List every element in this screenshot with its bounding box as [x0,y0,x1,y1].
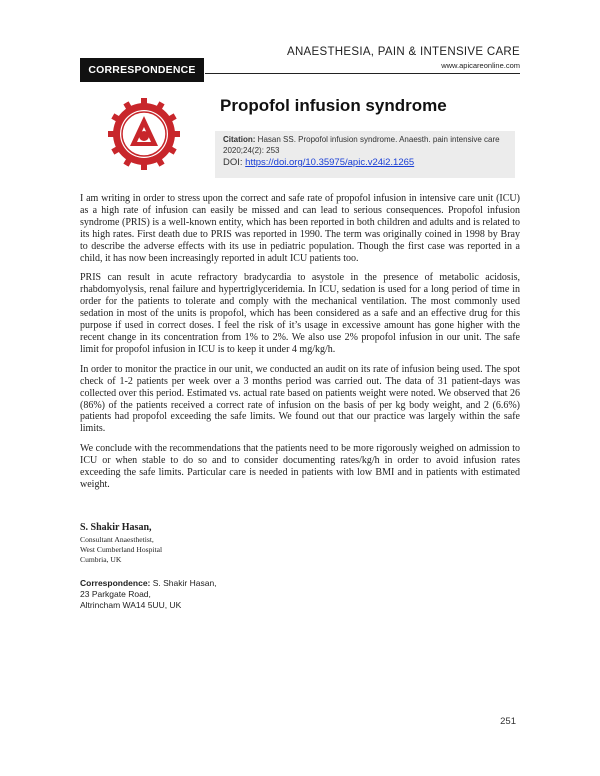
article-title: Propofol infusion syndrome [220,96,447,115]
author-block [80,522,380,565]
section-banner: CORRESPONDENCE [80,58,204,82]
journal-name: ANAESTHESIA, PAIN & INTENSIVE CARE [286,46,520,58]
page-number: 251 [500,716,516,727]
correspondence-address-1: 23 Parkgate Road, [80,589,151,599]
citation-label: Citation: [223,135,256,144]
header-divider [205,73,520,74]
correspondence-address-2: Altrincham WA14 5UU, UK [80,600,182,610]
author-affiliation-3: Cumbria, UK [80,555,122,564]
author-name: S. Shakir Hasan, [80,522,152,533]
correspondence-name: S. Shakir Hasan, [152,578,217,588]
citation-line [223,134,507,156]
doi-link[interactable]: https://doi.org/10.35975/apic.v24i2.1265 [245,157,415,168]
author-affiliation-2: West Cumberland Hospital [80,545,163,554]
body-paragraph-4: We conclude with the recommendations that the patients need to be more rigorously weighed on admission to ICU or when stable to do so and to consider documenting rates/kg/h in order to avoid infusion rates exceeding the safe limits. Particular care is needed in patients with low BMI and in patients with estimated weight. [80,443,520,490]
body-paragraph-1: I am writing in order to stress upon the correct and safe rate of propofol infusion in intensive care unit (ICU) as a high rate of infusion can easily be missed and can lead to serious consequences. Propofol infusion syndrome (PRIS) is a well-known entity, which has been reported in both children and adults and is related to its high rates. First death due to PRIS was reported in 1990. The term was originally coined in 1998 by Bray to describe the adverse effects with its use in pediatric population. Though the first case was reported in a child, it has now been increasingly reported in adult ICU patients too. [80,193,520,264]
citation-box [215,131,515,178]
journal-url[interactable]: www.apicareonline.com [441,61,520,70]
body-paragraph-2: PRIS can result in acute refractory bradycardia to asystole in the presence of metabolic acidosis, rhabdomyolysis, renal failure and hypertriglyceridemia. In ICU, sedation is used for a long period of time in order for the patients to tolerate and comply with the mechanical ventilation. The most commonly used sedation in most of the units is propofol, which has been considered as a safe and an effective drug for this purpose if used in correct doses. I feel the risk of it’s usage in excessive amount has gone higher with the recent change in its concentration from 1% to 2%. We also use 2% propofol infusion in our unit. The safe limit for propofol infusion in ICU is to keep it under 4 mg/kg/h. [80,272,520,355]
correspondence-line [80,578,217,589]
citation-text: Hasan SS. Propofol infusion syndrome. Anaesth. pain intensive care 2020;24(2): 253 [223,135,500,155]
correspondence-block [80,578,217,611]
article-body [80,193,520,499]
body-paragraph-3: In order to monitor the practice in our unit, we conducted an audit on its rate of infusion being used. The spot check of 1-2 patients per week over a 3 months period was carried out. The data of 31 patient-days was collected over this period. Estimated vs. actual rate based on patients weight were noted. We observed that 26 (86%) of the patients received a correct rate of infusion on the basis of per kg body weight, and 2 (6.6%) patients had propofol exceeding the safe limits. We found out that our practice was largely within the safe limits. [80,363,520,435]
correspondence-label: Correspondence: [80,578,151,588]
author-affiliation-1: Consultant Anaesthetist, [80,535,154,544]
doi-label: DOI: [223,157,243,168]
apic-logo-icon [104,96,184,172]
doi-line [223,157,507,169]
logo-center-dot [139,131,149,141]
